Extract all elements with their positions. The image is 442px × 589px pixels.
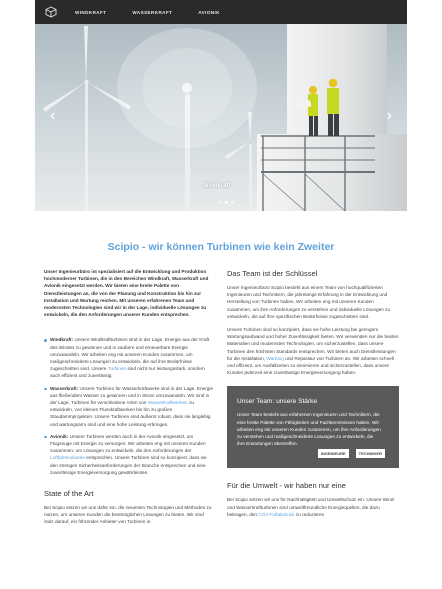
carousel-dot-2[interactable] bbox=[225, 201, 228, 204]
team-paragraph-text: und Reparatur von Turbinen an. Wir arbeiten schnell und effizient, um Ausfallzeiten zu minimieren und sicherzustellen, dass unsere Kunden jederzeit eine zuverlässige Energieversorgung haben. bbox=[227, 355, 394, 376]
service-list bbox=[44, 336, 214, 476]
team-paragraph-2 bbox=[227, 326, 399, 376]
state-of-the-art-heading: State of the Art bbox=[44, 489, 94, 499]
left-column bbox=[44, 268, 214, 526]
nav-item-windkraft[interactable]: WINDKRAFT bbox=[75, 9, 107, 15]
list-item-avionik bbox=[44, 433, 214, 476]
ingenieure-button[interactable]: INGENIEURE bbox=[318, 449, 349, 458]
techniker-button[interactable]: TECHNIKER bbox=[356, 449, 385, 458]
list-item-text: Unsere Turbinen werden auch in der Avionik eingesetzt, um Flugzeuge mit Energie zu versorgen. Wir arbeiten eng mit unseren Kunden zusammen, um Lösungen zu entwickeln, die den Anforderungen der bbox=[50, 433, 206, 454]
cube-logo-icon[interactable] bbox=[45, 6, 57, 18]
team-paragraph-text: Unsere Turbinen sind so konzipiert, dass sie hohe Leistung bei geringem Wartungsaufwand und hoher Zuverlässigkeit bieten. Wir verwenden nur die besten Materialien und modernsten Technologien, um sicherzustellen, dass unsere Turbinen den höchsten Standards entsprechen. Wir bieten auch Dienstleistungen für die Installation, bbox=[227, 327, 399, 361]
list-item-text: zu entwickeln, von kleinen Flusskraftwerken bis hin zu großen Staudammprojekten. Unsere Turbinen sind äußerst robust, dass sie langlebig und wartungsarm sind und eine hohe Leistung erbringen. bbox=[50, 400, 211, 427]
list-item-label: Avionik: bbox=[50, 433, 69, 439]
list-item-label: Wasserkraft: bbox=[50, 385, 79, 391]
wartung-link[interactable]: Wartung bbox=[266, 355, 284, 361]
list-item-label: Windkraft: bbox=[50, 337, 74, 343]
team-paragraph-1: Unser Ingenieurbüro Scipio besteht aus einem Team von hochqualifizierten Ingenieuren und Technikern, die jahrelange Erfahrung in der Entwicklung und Herstellung von Turbinen haben. Wir arbeiten eng mit unseren Kunden zusammen, um ihre Anforderungen zu verstehen und individuelle Lösungen zu entwickeln, die auf ihre spezifischen Bedürfnisse zugeschnitten sind. bbox=[227, 285, 391, 319]
list-item-text: entsprechen. Unsere Turbinen sind so konzipiert, dass sie den strengen Sicherheitsanforderungen der Branche entsprechen und eine zuverlässige Energieversorgung gewährleisten. bbox=[50, 455, 207, 475]
list-item-text: Unsere Windkraftturbinen sind in der Lage, Energie aus der Kraft des Windes zu gewinnen und in saubere und erneuerbare Energie umzuwandeln. Wir arbeiten eng mit unseren Kunden zusammen, um maßgeschneiderte Lösungen zu entwickeln, die auf ihre Bedürfnisse zugeschnitten sind. Unsere bbox=[50, 337, 210, 372]
nav-item-avionik[interactable]: AVIONIK bbox=[198, 9, 220, 15]
team-strength-text: Unser Team besteht aus erfahrenen Ingenieuren und Technikern, die eine breite Palette von Fähigkeiten und Fachkenntnissen haben. Wir arbeiten eng mit unseren Kunden zusammen, um ihre Anforderungen zu verstehen und maßgeschneiderte Lösungen zu entwickeln, die ihre Erwartungen übertreffen. bbox=[237, 412, 381, 447]
co2-footprint-link[interactable]: CO2-Fußabdruck bbox=[258, 511, 295, 517]
list-item-windkraft bbox=[44, 336, 214, 379]
environment-paragraph bbox=[227, 496, 399, 518]
state-of-the-art-paragraph: Bei Scipio setzen wir uns dafür ein, die neuesten Technologien und Methoden zu nutzen, um unseren Kunden die bestmöglichen Lösungen zu bieten. Wir sind stolz darauf, ein führender Anbieter von Turbinen in bbox=[44, 505, 212, 525]
carousel-indicators bbox=[219, 201, 234, 204]
environment-paragraph-text: Bei Scipio setzen wir uns für Nachhaltigkeit und Umweltschutz ein. Unsere Wind- und Wasserkraftturbinen sind umweltfreundliche Energiequellen, die dazu beitragen, den bbox=[227, 497, 396, 517]
team-strength-box bbox=[227, 386, 399, 468]
list-item-text: Unsere Turbinen für Wasserkraftwerke sind in der Lage, Energie aus fließendem Wasser zu gewinnen und in Strom umzuwandeln. Wir sind in der Lage, Turbinen für verschiedene Arten von bbox=[50, 385, 214, 406]
intro-paragraph: Unser Ingenieurbüro ist spezialisiert auf die Entwicklung und Produktion hochmoderner Turbinen, die in den Bereichen Windkraft, Wasserkraft und Avionik eingesetzt werden. Wir bieten eine breite Palette von Dienstleistungen an, die von der Planung und Konstruktion bis hin zur Installation und Wartung reichen. Mit unseren erfahrenen Team und modernsten Technologien sind wir in der Lage, individuelle Lösungen zu entwickeln, die den Anforderungen unserer Kunden entsprechen. bbox=[44, 269, 209, 318]
list-item-text: sind nicht nur leistungsstark, sondern auch effizient und zuverlässig. bbox=[50, 366, 205, 379]
carousel-next-arrow-icon[interactable]: › bbox=[386, 107, 392, 124]
list-item-wasserkraft bbox=[44, 385, 214, 428]
luftfahrtindustrie-link[interactable]: Luftfahrtindustrie bbox=[50, 455, 85, 461]
carousel-caption: Windkraft bbox=[203, 183, 231, 189]
top-navigation bbox=[35, 0, 407, 24]
environment-paragraph-text: zu reduzieren bbox=[294, 511, 325, 517]
turbinen-link[interactable]: Turbinen bbox=[107, 366, 127, 372]
team-strength-heading: Unser Team: unsere Stärke bbox=[237, 398, 318, 406]
carousel-dot-1[interactable] bbox=[219, 201, 222, 204]
environment-heading: Für die Umwelt - wir haben nur eine bbox=[227, 481, 346, 491]
right-column bbox=[227, 268, 399, 518]
carousel-prev-arrow-icon[interactable]: ‹ bbox=[50, 107, 56, 124]
hero-carousel bbox=[35, 24, 407, 211]
page-title: Scipio - wir können Turbinen wie kein Zweiter bbox=[107, 241, 335, 253]
team-button-row bbox=[318, 449, 385, 458]
team-heading: Das Team ist der Schlüssel bbox=[227, 269, 318, 278]
nav-item-wasserkraft[interactable]: WASSERKRAFT bbox=[132, 9, 173, 15]
carousel-dot-3[interactable] bbox=[231, 201, 234, 204]
wasserkraftwerken-link[interactable]: Wasserkraftwerken bbox=[147, 400, 188, 406]
